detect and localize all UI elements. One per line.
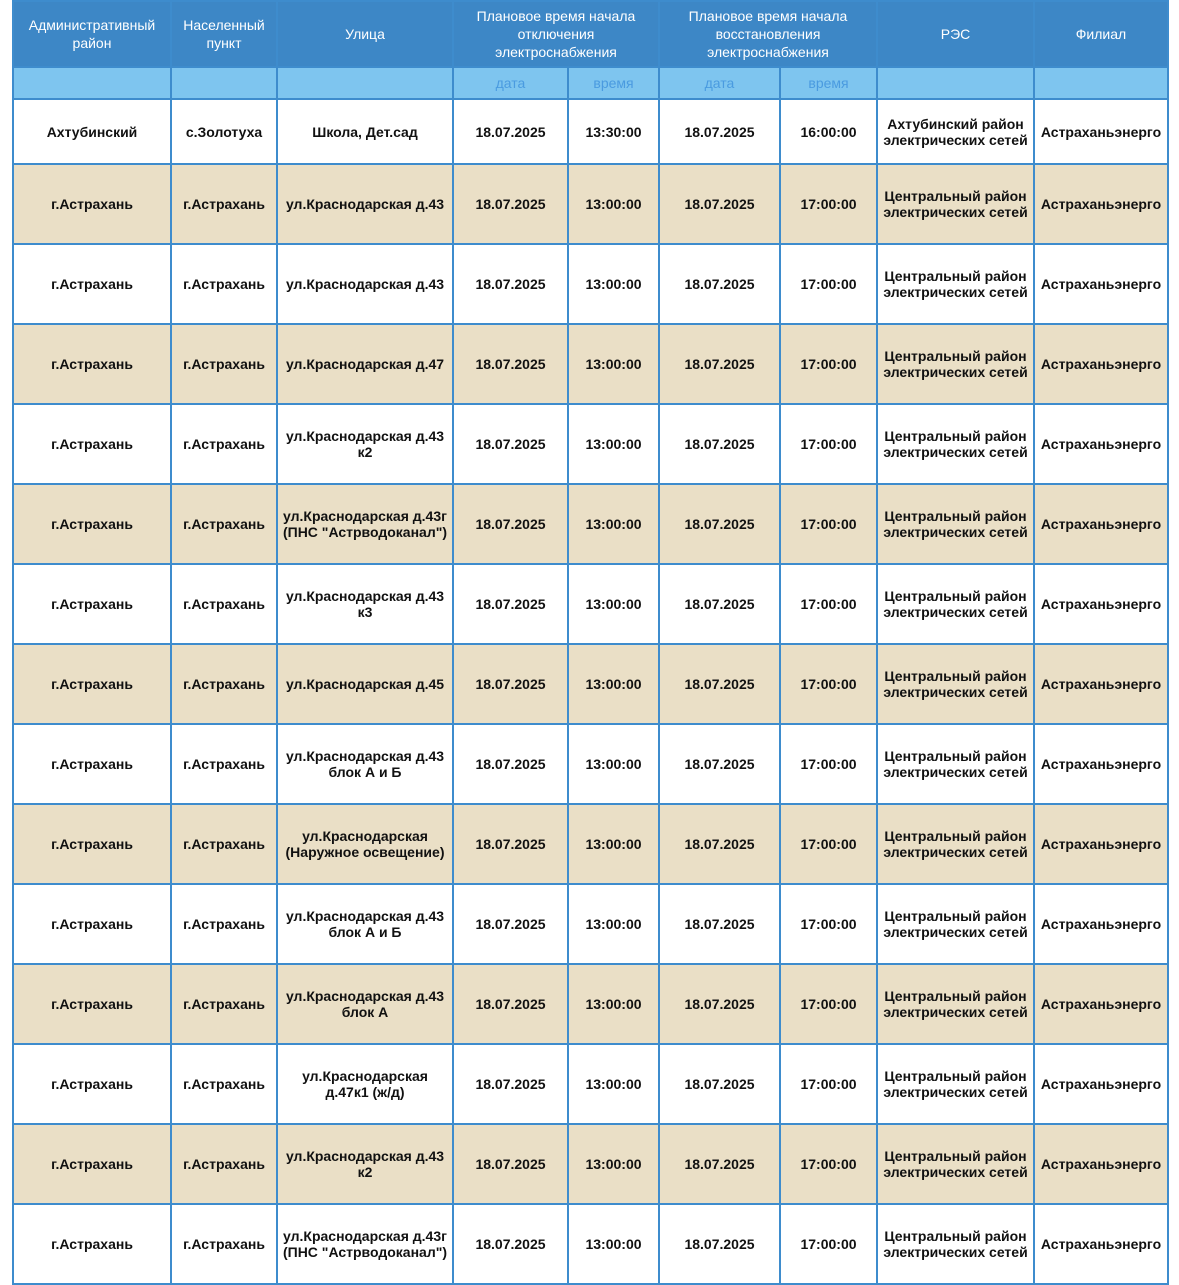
cell-off-date: 18.07.2025 xyxy=(453,99,568,164)
cell-on-date: 18.07.2025 xyxy=(659,884,780,964)
cell-on-time: 17:00:00 xyxy=(780,484,877,564)
cell-district: г.Астрахань xyxy=(13,884,171,964)
cell-on-time: 17:00:00 xyxy=(780,564,877,644)
table-row xyxy=(13,484,1168,564)
subheader-empty xyxy=(877,67,1034,99)
cell-filial: Астраханьэнерго xyxy=(1034,1124,1168,1204)
cell-filial: Астраханьэнерго xyxy=(1034,564,1168,644)
cell-district: г.Астрахань xyxy=(13,644,171,724)
cell-street: ул.Краснодарская д.43 к2 xyxy=(277,404,453,484)
cell-on-date: 18.07.2025 xyxy=(659,724,780,804)
cell-street: ул.Краснодарская д.43 блок А и Б xyxy=(277,884,453,964)
cell-settlement: с.Золотуха xyxy=(171,99,277,164)
cell-off-time: 13:00:00 xyxy=(568,1044,659,1124)
cell-off-time: 13:00:00 xyxy=(568,1124,659,1204)
cell-res: Центральный район электрических сетей xyxy=(877,1204,1034,1284)
cell-settlement: г.Астрахань xyxy=(171,484,277,564)
cell-on-date: 18.07.2025 xyxy=(659,964,780,1044)
cell-district: г.Астрахань xyxy=(13,964,171,1044)
cell-street: ул.Краснодарская д.43 блок А и Б xyxy=(277,724,453,804)
cell-on-time: 17:00:00 xyxy=(780,1044,877,1124)
cell-off-date: 18.07.2025 xyxy=(453,804,568,884)
cell-res: Центральный район электрических сетей xyxy=(877,244,1034,324)
cell-settlement: г.Астрахань xyxy=(171,1044,277,1124)
table-row xyxy=(13,244,1168,324)
cell-off-time: 13:00:00 xyxy=(568,804,659,884)
cell-settlement: г.Астрахань xyxy=(171,644,277,724)
table-row xyxy=(13,964,1168,1044)
header-row xyxy=(13,1,1168,67)
cell-filial: Астраханьэнерго xyxy=(1034,484,1168,564)
cell-street: ул.Краснодарская д.43 блок А xyxy=(277,964,453,1044)
cell-off-time: 13:00:00 xyxy=(568,724,659,804)
cell-res: Центральный район электрических сетей xyxy=(877,404,1034,484)
cell-off-date: 18.07.2025 xyxy=(453,244,568,324)
cell-off-time: 13:00:00 xyxy=(568,244,659,324)
cell-off-date: 18.07.2025 xyxy=(453,644,568,724)
cell-settlement: г.Астрахань xyxy=(171,1204,277,1284)
cell-on-date: 18.07.2025 xyxy=(659,1124,780,1204)
cell-res: Центральный район электрических сетей xyxy=(877,564,1034,644)
subheader-empty xyxy=(277,67,453,99)
cell-district: г.Астрахань xyxy=(13,804,171,884)
subheader-off-time: время xyxy=(568,67,659,99)
cell-off-time: 13:00:00 xyxy=(568,644,659,724)
cell-district: г.Астрахань xyxy=(13,724,171,804)
cell-district: г.Астрахань xyxy=(13,324,171,404)
subheader-off-date: дата xyxy=(453,67,568,99)
cell-settlement: г.Астрахань xyxy=(171,724,277,804)
cell-off-time: 13:00:00 xyxy=(568,964,659,1044)
header-street: Улица xyxy=(277,1,453,67)
cell-district: г.Астрахань xyxy=(13,244,171,324)
cell-res: Центральный район электрических сетей xyxy=(877,964,1034,1044)
cell-district: г.Астрахань xyxy=(13,1044,171,1124)
cell-off-time: 13:00:00 xyxy=(568,164,659,244)
cell-on-date: 18.07.2025 xyxy=(659,484,780,564)
header-res: РЭС xyxy=(877,1,1034,67)
cell-settlement: г.Астрахань xyxy=(171,884,277,964)
cell-on-date: 18.07.2025 xyxy=(659,564,780,644)
table-row xyxy=(13,324,1168,404)
header-off-time-group: Плановое время начала отключения электроснабжения xyxy=(453,1,659,67)
cell-district: г.Астрахань xyxy=(13,1124,171,1204)
cell-res: Центральный район электрических сетей xyxy=(877,1124,1034,1204)
cell-on-date: 18.07.2025 xyxy=(659,644,780,724)
cell-res: Центральный район электрических сетей xyxy=(877,804,1034,884)
cell-settlement: г.Астрахань xyxy=(171,964,277,1044)
cell-off-time: 13:30:00 xyxy=(568,99,659,164)
table-row xyxy=(13,724,1168,804)
cell-off-date: 18.07.2025 xyxy=(453,484,568,564)
cell-district: г.Астрахань xyxy=(13,484,171,564)
header-filial: Филиал xyxy=(1034,1,1168,67)
cell-on-time: 17:00:00 xyxy=(780,804,877,884)
cell-off-date: 18.07.2025 xyxy=(453,884,568,964)
table-row xyxy=(13,1204,1168,1284)
cell-street: ул.Краснодарская д.43 xyxy=(277,164,453,244)
cell-street: ул.Краснодарская д.47к1 (ж/д) xyxy=(277,1044,453,1124)
cell-res: Центральный район электрических сетей xyxy=(877,164,1034,244)
cell-res: Центральный район электрических сетей xyxy=(877,324,1034,404)
cell-off-date: 18.07.2025 xyxy=(453,324,568,404)
table-row xyxy=(13,164,1168,244)
cell-on-date: 18.07.2025 xyxy=(659,324,780,404)
cell-off-date: 18.07.2025 xyxy=(453,1044,568,1124)
cell-street: ул.Краснодарская (Наружное освещение) xyxy=(277,804,453,884)
cell-street: ул.Краснодарская д.43г (ПНС "Астрводоканал") xyxy=(277,484,453,564)
cell-off-time: 13:00:00 xyxy=(568,884,659,964)
cell-on-date: 18.07.2025 xyxy=(659,99,780,164)
cell-on-time: 17:00:00 xyxy=(780,884,877,964)
subheader-on-time: время xyxy=(780,67,877,99)
header-settlement: Населенный пункт xyxy=(171,1,277,67)
cell-off-date: 18.07.2025 xyxy=(453,1204,568,1284)
cell-street: ул.Краснодарская д.43 xyxy=(277,244,453,324)
cell-off-date: 18.07.2025 xyxy=(453,564,568,644)
cell-settlement: г.Астрахань xyxy=(171,324,277,404)
cell-on-time: 17:00:00 xyxy=(780,324,877,404)
subheader-empty xyxy=(1034,67,1168,99)
cell-on-date: 18.07.2025 xyxy=(659,164,780,244)
cell-on-time: 17:00:00 xyxy=(780,644,877,724)
cell-street: ул.Краснодарская д.43 к2 xyxy=(277,1124,453,1204)
cell-off-date: 18.07.2025 xyxy=(453,964,568,1044)
cell-district: г.Астрахань xyxy=(13,164,171,244)
cell-on-date: 18.07.2025 xyxy=(659,804,780,884)
cell-filial: Астраханьэнерго xyxy=(1034,1204,1168,1284)
cell-off-date: 18.07.2025 xyxy=(453,1124,568,1204)
cell-settlement: г.Астрахань xyxy=(171,164,277,244)
cell-res: Центральный район электрических сетей xyxy=(877,644,1034,724)
cell-res: Центральный район электрических сетей xyxy=(877,484,1034,564)
cell-off-time: 13:00:00 xyxy=(568,484,659,564)
cell-on-time: 17:00:00 xyxy=(780,244,877,324)
cell-filial: Астраханьэнерго xyxy=(1034,324,1168,404)
header-district: Административный район xyxy=(13,1,171,67)
cell-on-time: 17:00:00 xyxy=(780,724,877,804)
cell-settlement: г.Астрахань xyxy=(171,1124,277,1204)
subheader-empty xyxy=(13,67,171,99)
table-row xyxy=(13,1044,1168,1124)
cell-on-time: 17:00:00 xyxy=(780,1124,877,1204)
cell-off-time: 13:00:00 xyxy=(568,324,659,404)
cell-off-time: 13:00:00 xyxy=(568,404,659,484)
table-row xyxy=(13,884,1168,964)
table-row xyxy=(13,804,1168,884)
cell-street: ул.Краснодарская д.45 xyxy=(277,644,453,724)
subheader-on-date: дата xyxy=(659,67,780,99)
cell-res: Центральный район электрических сетей xyxy=(877,724,1034,804)
cell-on-time: 17:00:00 xyxy=(780,404,877,484)
cell-street: ул.Краснодарская д.43 к3 xyxy=(277,564,453,644)
cell-on-time: 16:00:00 xyxy=(780,99,877,164)
cell-street: ул.Краснодарская д.43г (ПНС "Астрводоканал") xyxy=(277,1204,453,1284)
cell-off-time: 13:00:00 xyxy=(568,1204,659,1284)
cell-district: г.Астрахань xyxy=(13,564,171,644)
cell-district: Ахтубинский xyxy=(13,99,171,164)
cell-district: г.Астрахань xyxy=(13,404,171,484)
cell-on-date: 18.07.2025 xyxy=(659,244,780,324)
cell-on-time: 17:00:00 xyxy=(780,1204,877,1284)
cell-off-date: 18.07.2025 xyxy=(453,724,568,804)
cell-settlement: г.Астрахань xyxy=(171,404,277,484)
header-on-time-group: Плановое время начала восстановления электроснабжения xyxy=(659,1,877,67)
cell-settlement: г.Астрахань xyxy=(171,564,277,644)
outage-schedule-table xyxy=(12,0,1169,1285)
cell-on-time: 17:00:00 xyxy=(780,964,877,1044)
cell-filial: Астраханьэнерго xyxy=(1034,724,1168,804)
subheader-row xyxy=(13,67,1168,99)
cell-off-date: 18.07.2025 xyxy=(453,404,568,484)
cell-filial: Астраханьэнерго xyxy=(1034,1044,1168,1124)
cell-res: Ахтубинский район электрических сетей xyxy=(877,99,1034,164)
table-row xyxy=(13,1124,1168,1204)
cell-filial: Астраханьэнерго xyxy=(1034,404,1168,484)
cell-off-time: 13:00:00 xyxy=(568,564,659,644)
cell-res: Центральный район электрических сетей xyxy=(877,884,1034,964)
table-row xyxy=(13,564,1168,644)
cell-on-date: 18.07.2025 xyxy=(659,404,780,484)
cell-on-time: 17:00:00 xyxy=(780,164,877,244)
table-row xyxy=(13,99,1168,164)
cell-on-date: 18.07.2025 xyxy=(659,1044,780,1124)
cell-street: Школа, Дет.сад xyxy=(277,99,453,164)
table-row xyxy=(13,404,1168,484)
outage-table-container xyxy=(12,0,1169,1285)
cell-filial: Астраханьэнерго xyxy=(1034,644,1168,724)
cell-off-date: 18.07.2025 xyxy=(453,164,568,244)
cell-filial: Астраханьэнерго xyxy=(1034,244,1168,324)
cell-on-date: 18.07.2025 xyxy=(659,1204,780,1284)
table-row xyxy=(13,644,1168,724)
cell-filial: Астраханьэнерго xyxy=(1034,804,1168,884)
cell-filial: Астраханьэнерго xyxy=(1034,99,1168,164)
cell-filial: Астраханьэнерго xyxy=(1034,164,1168,244)
cell-district: г.Астрахань xyxy=(13,1204,171,1284)
cell-settlement: г.Астрахань xyxy=(171,244,277,324)
cell-res: Центральный район электрических сетей xyxy=(877,1044,1034,1124)
cell-settlement: г.Астрахань xyxy=(171,804,277,884)
subheader-empty xyxy=(171,67,277,99)
cell-filial: Астраханьэнерго xyxy=(1034,964,1168,1044)
cell-street: ул.Краснодарская д.47 xyxy=(277,324,453,404)
cell-filial: Астраханьэнерго xyxy=(1034,884,1168,964)
